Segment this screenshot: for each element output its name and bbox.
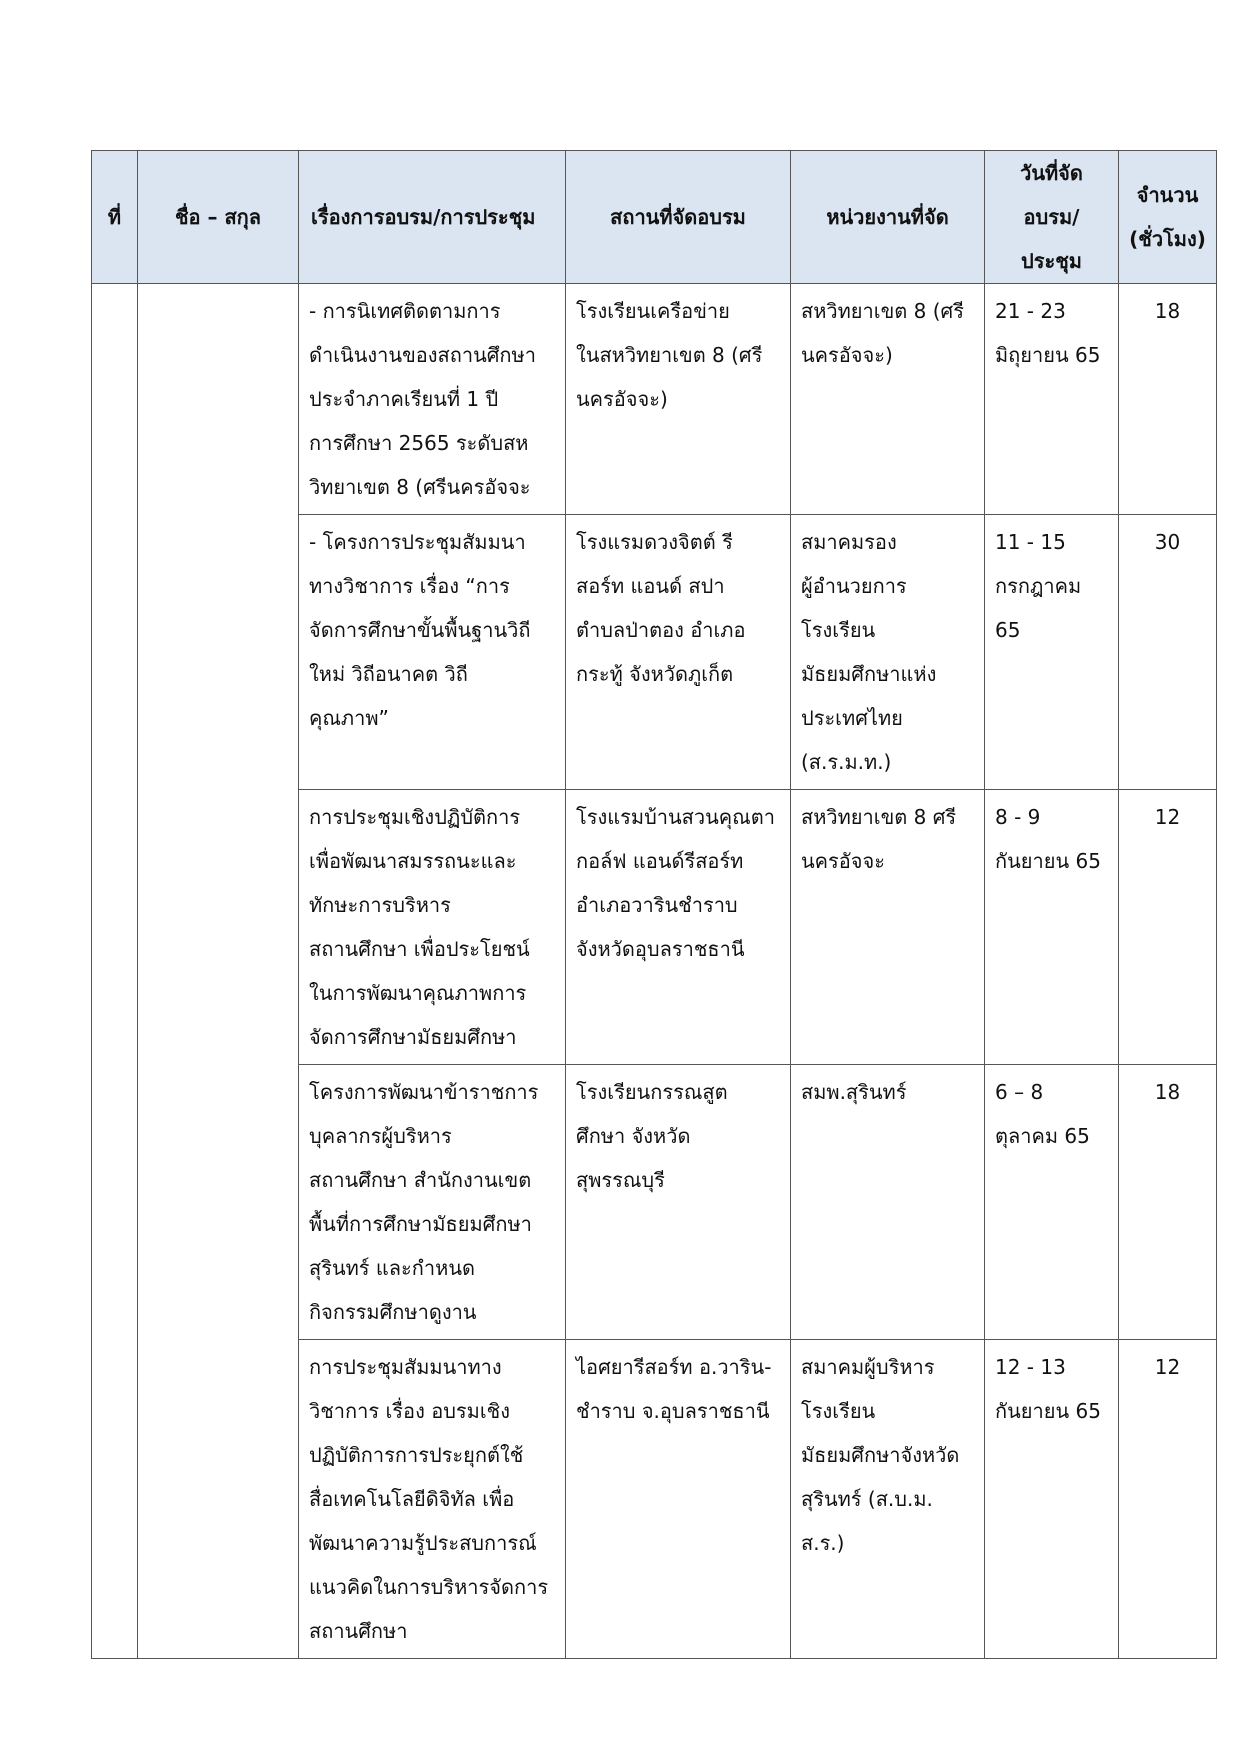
- training-record-table: [91, 150, 1217, 1659]
- hours-cell: 12: [1119, 1340, 1217, 1659]
- topic-cell: การประชุมเชิงปฏิบัติการ เพื่อพัฒนาสมรรถนะและ ทักษะการบริหาร สถานศึกษา เพื่อประโยชน์ ในการพัฒนาคุณภาพการ จัดการศึกษามัธยมศึกษา: [299, 790, 566, 1065]
- header-venue: สถานที่จัดอบรม: [566, 151, 791, 284]
- organizer-cell: สหวิทยาเขต 8 ศรี นครอัจจะ: [791, 790, 985, 1065]
- hours-cell: 18: [1119, 1065, 1217, 1340]
- table-row: [92, 284, 1217, 515]
- hours-cell: 18: [1119, 284, 1217, 515]
- header-hours: จำนวน (ชั่วโมง): [1119, 151, 1217, 284]
- topic-cell: - การนิเทศติดตามการ ดำเนินงานของสถานศึกษา ประจำภาคเรียนที่ 1 ปี การศึกษา 2565 ระดับสห วิทยาเขต 8 (ศรีนครอัจจะ: [299, 284, 566, 515]
- date-cell: 21 - 23 มิถุยายน 65: [985, 284, 1119, 515]
- header-name: ชื่อ – สกุล: [138, 151, 299, 284]
- organizer-cell: สมาคมผู้บริหาร โรงเรียน มัธยมศึกษาจังหวัด สุรินทร์ (ส.บ.ม. ส.ร.): [791, 1340, 985, 1659]
- table-header-row: [92, 151, 1217, 284]
- organizer-cell: สมพ.สุรินทร์: [791, 1065, 985, 1340]
- date-cell: 8 - 9 กันยายน 65: [985, 790, 1119, 1065]
- header-no: ที่: [92, 151, 138, 284]
- date-cell: 12 - 13 กันยายน 65: [985, 1340, 1119, 1659]
- topic-cell: - โครงการประชุมสัมมนา ทางวิชาการ เรื่อง “การ จัดการศึกษาขั้นพื้นฐานวิถี ใหม่ วิถีอนาคต วิถี คุณภาพ”: [299, 515, 566, 790]
- header-date: วันที่จัด อบรม/ ประชุม: [985, 151, 1119, 284]
- date-cell: 11 - 15 กรกฎาคม 65: [985, 515, 1119, 790]
- venue-cell: ไอศยารีสอร์ท อ.วาริน- ชำราบ จ.อุบลราชธานี: [566, 1340, 791, 1659]
- hours-cell: 30: [1119, 515, 1217, 790]
- organizer-cell: สมาคมรอง ผู้อำนวยการ โรงเรียน มัธยมศึกษาแห่ง ประเทศไทย (ส.ร.ม.ท.): [791, 515, 985, 790]
- topic-cell: การประชุมสัมมนาทาง วิชาการ เรื่อง อบรมเชิง ปฏิบัติการการประยุกต์ใช้ สื่อเทคโนโลยีดิจิทัล เพื่อ พัฒนาความรู้ประสบการณ์ แนวคิดในการบริหารจัดการ สถานศึกษา: [299, 1340, 566, 1659]
- hours-cell: 12: [1119, 790, 1217, 1065]
- venue-cell: โรงเรียนเครือข่าย ในสหวิทยาเขต 8 (ศรี นครอัจจะ): [566, 284, 791, 515]
- venue-cell: โรงเรียนกรรณสูต ศึกษา จังหวัด สุพรรณบุรี: [566, 1065, 791, 1340]
- header-organizer: หน่วยงานที่จัด: [791, 151, 985, 284]
- organizer-cell: สหวิทยาเขต 8 (ศรี นครอัจจะ): [791, 284, 985, 515]
- venue-cell: โรงแรมดวงจิตต์ รี สอร์ท แอนด์ สปา ตำบลป่าตอง อำเภอ กระทู้ จังหวัดภูเก็ต: [566, 515, 791, 790]
- header-topic: เรื่องการอบรม/การประชุม: [299, 151, 566, 284]
- row-number-cell: [92, 284, 138, 1659]
- venue-cell: โรงแรมบ้านสวนคุณตา กอล์ฟ แอนด์รีสอร์ท อำเภอวารินชำราบ จังหวัดอุบลราชธานี: [566, 790, 791, 1065]
- person-name-cell: [138, 284, 299, 1659]
- date-cell: 6 – 8 ตุลาคม 65: [985, 1065, 1119, 1340]
- topic-cell: โครงการพัฒนาข้าราชการ บุคลากรผู้บริหาร สถานศึกษา สำนักงานเขต พื้นที่การศึกษามัธยมศึกษา สุรินทร์ และกำหนด กิจกรรมศึกษาดูงาน: [299, 1065, 566, 1340]
